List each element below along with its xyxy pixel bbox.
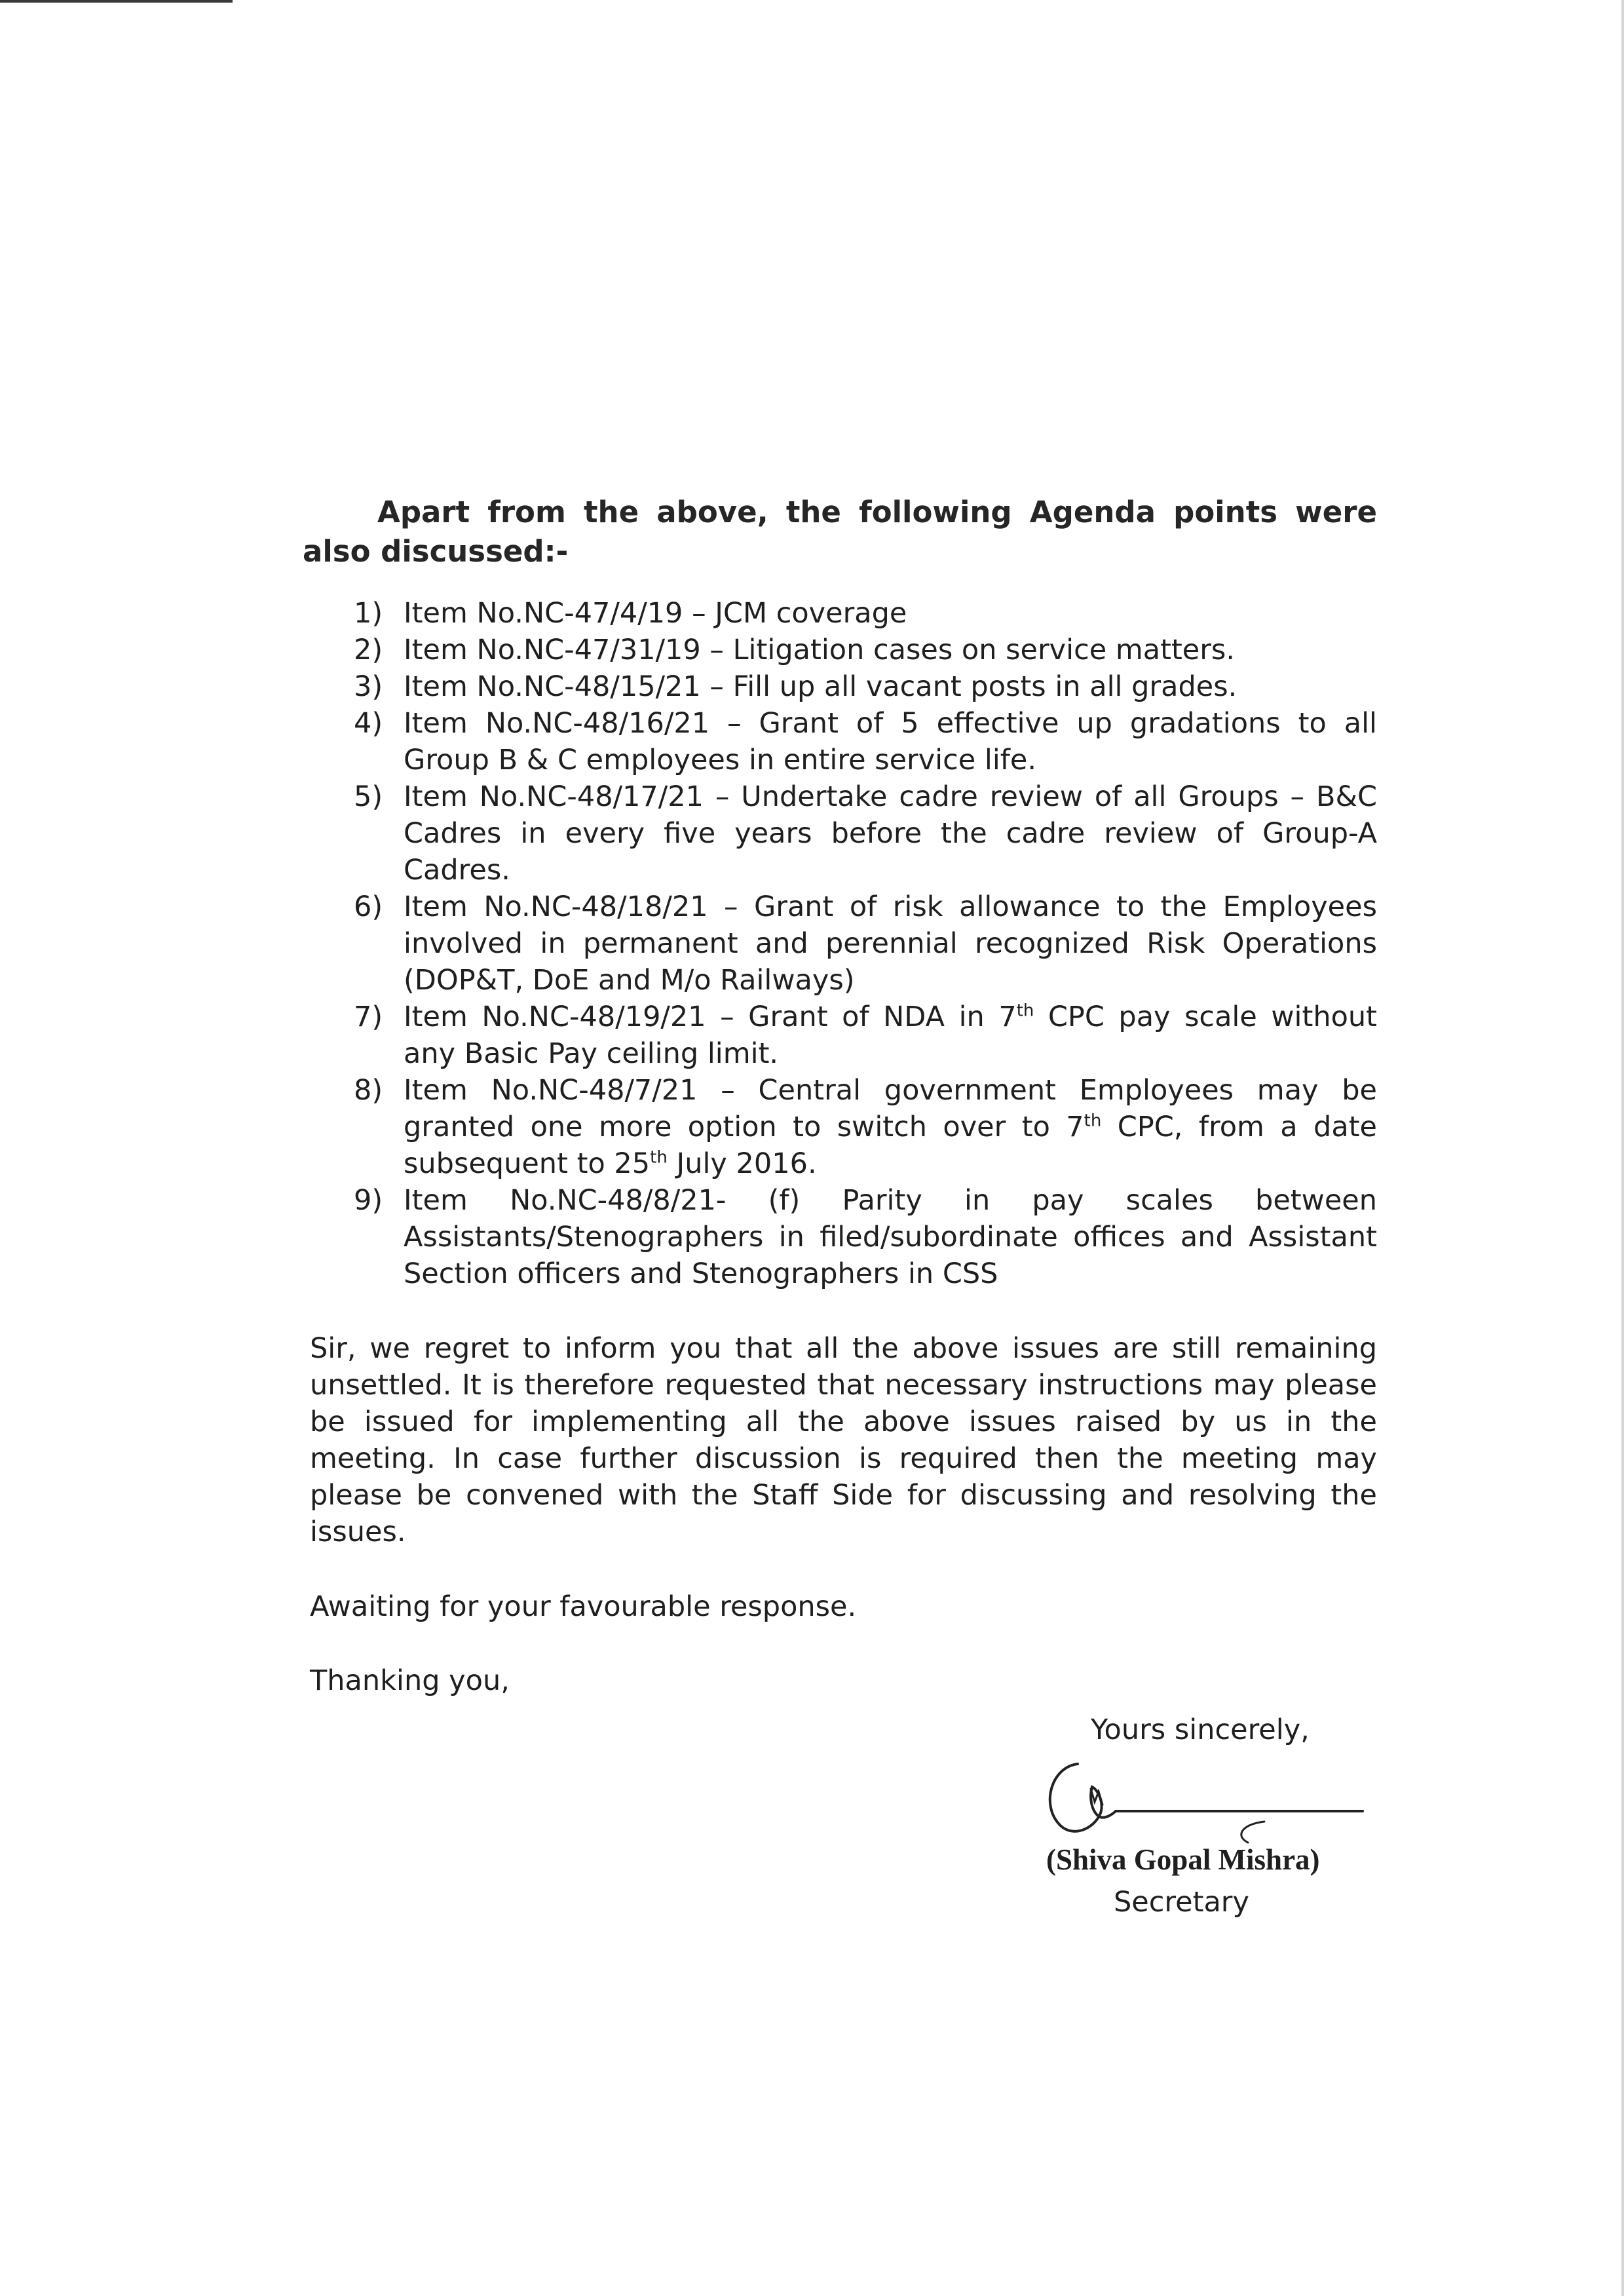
item-number: 8) [354, 1074, 383, 1107]
agenda-item [354, 668, 1377, 705]
item-text: Item No.NC-48/7/21 – Central government Employees may be granted one more option to switch over to 7 [404, 1074, 1377, 1143]
signature-image [1038, 1751, 1372, 1856]
agenda-item [354, 999, 1377, 1072]
scan-edge-right [1621, 0, 1624, 2296]
agenda-heading: Apart from the above, the following Agenda points were also discussed:- [303, 495, 1377, 569]
item-text-cont: CPC pay scale without any Basic Pay ceiling limit. [404, 1001, 1377, 1070]
agenda-item [354, 632, 1377, 668]
item-number: 1) [354, 597, 383, 630]
item-text: Item No.NC-48/16/21 – Grant of 5 effective up gradations to all Group B & C employees in entire service life. [404, 707, 1377, 776]
agenda-item [354, 705, 1377, 778]
item-superscript: th [650, 1147, 668, 1168]
awaiting-line: Awaiting for your favourable response. [310, 1590, 857, 1623]
body-paragraph: Sir, we regret to inform you that all the above issues are still remaining unsettled. It is therefore requested that necessary instructions may please be issued for implementing all the above issues raised by us in the meeting. In case further discussion is required then the meeting may please be convened with the Staff Side for discussing and resolving the issues. [310, 1332, 1377, 1548]
agenda-item [354, 1182, 1377, 1292]
item-text: Item No.NC-48/18/21 – Grant of risk allowance to the Employees involved in permanent and perennial recognized Risk Operations (DOP&T, DoE and M/o Railways) [404, 890, 1377, 997]
signatory-name: (Shiva Gopal Mishra) [1046, 1843, 1320, 1876]
item-text: Item No.NC-47/31/19 – Litigation cases on service matters. [404, 634, 1236, 666]
agenda-items-list [354, 595, 1377, 1292]
item-text: Item No.NC-47/4/19 – JCM coverage [404, 597, 907, 630]
item-number: 6) [354, 890, 383, 923]
item-superscript: th [1016, 1001, 1034, 1021]
item-number: 5) [354, 780, 383, 813]
item-text: Item No.NC-48/17/21 – Undertake cadre review of all Groups – B&C Cadres in every five years before the cadre review of Group-A Cadres. [404, 780, 1377, 887]
item-number: 4) [354, 707, 383, 740]
scan-edge-top [0, 0, 233, 3]
agenda-item [354, 1072, 1377, 1182]
item-text: Item No.NC-48/15/21 – Fill up all vacant posts in all grades. [404, 670, 1237, 703]
item-number: 3) [354, 670, 383, 703]
thanks-line: Thanking you, [310, 1664, 510, 1697]
item-number: 7) [354, 1001, 383, 1033]
item-text: Item No.NC-48/19/21 – Grant of NDA in 7 [404, 1001, 1017, 1033]
agenda-item [354, 595, 1377, 632]
item-superscript: th [1084, 1111, 1102, 1131]
agenda-item [354, 889, 1377, 999]
item-text-cont: CPC, from a date subsequent to 25 [404, 1111, 1378, 1180]
item-text-cont: July 2016. [667, 1147, 817, 1180]
signatory-designation: Secretary [1114, 1886, 1249, 1919]
item-number: 9) [354, 1184, 383, 1217]
agenda-item [354, 778, 1377, 889]
closing-salutation: Yours sincerely, [1091, 1713, 1310, 1746]
item-number: 2) [354, 634, 383, 666]
item-text: Item No.NC-48/8/21- (f) Parity in pay scales between Assistants/Stenographers in filed/subordinate offices and Assistant Section officers and Stenographers in CSS [404, 1184, 1377, 1290]
